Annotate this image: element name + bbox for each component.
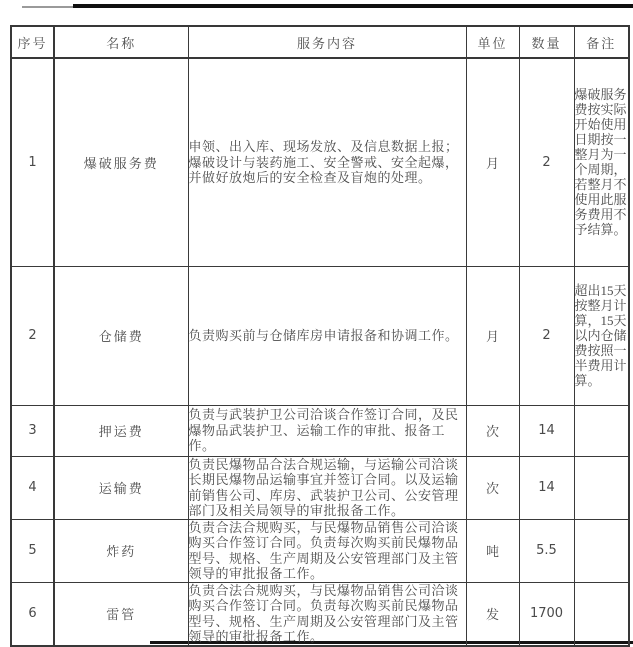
col-header-name: 名称 [54,26,188,58]
cell-name: 运输费 [54,456,188,519]
cell-remark [574,405,629,456]
cell-content: 申领、出入库、现场发放、及信息数据上报；爆破设计与装药施工、安全警戒、安全起爆，并做好放炮后的安全检查及盲炮的处理。 [188,58,466,266]
cell-qty: 14 [519,456,574,519]
cell-remark [574,456,629,519]
cell-unit: 月 [466,58,519,266]
scan-artifact-line-thick [73,4,633,8]
cell-content: 负责民爆物品合法合规运输，与运输公司洽谈长期民爆物品运输事宜并签订合同。以及运输前销售公司、库房、武装护卫公司、公安管理部门及相关局领导的审批报备工作。 [188,456,466,519]
cell-unit: 次 [466,405,519,456]
cell-content: 负责购买前与仓储库房申请报备和协调工作。 [188,266,466,405]
cell-unit: 月 [466,266,519,405]
col-header-serial: 序号 [11,26,54,58]
cell-serial: 1 [11,58,54,266]
table-row-1 [11,58,629,266]
cell-qty: 14 [519,405,574,456]
cell-qty: 1700 [519,582,574,646]
cell-serial: 2 [11,266,54,405]
cell-content: 负责合法合规购买，与民爆物品销售公司洽谈购买合作签订合同。负责每次购买前民爆物品型号、规格、生产周期及公安管理部门及主管领导的审批报备工作。 [188,582,466,646]
cell-content: 负责与武装护卫公司洽谈合作签订合同，及民爆物品武装护卫、运输工作的审批、报备工作。 [188,405,466,456]
cell-remark [574,582,629,646]
cell-name: 仓储费 [54,266,188,405]
cell-unit: 发 [466,582,519,646]
cell-serial: 3 [11,405,54,456]
cell-name: 雷管 [54,582,188,646]
cell-name: 爆破服务费 [54,58,188,266]
col-header-content: 服务内容 [188,26,466,58]
cell-content: 负责合法合规购买，与民爆物品销售公司洽谈购买合作签订合同。负责每次购买前民爆物品型号、规格、生产周期及公安管理部门及主管领导的审批报备工作。 [188,519,466,582]
cell-qty: 5.5 [519,519,574,582]
cell-remark: 爆破服务费按实际开始使用日期按一整月为一个周期，若整月不使用此服务费用不予结算。 [574,58,629,266]
cell-remark [574,519,629,582]
cell-serial: 6 [11,582,54,646]
cell-name: 押运费 [54,405,188,456]
col-header-qty: 数量 [519,26,574,58]
cell-serial: 4 [11,456,54,519]
table-row-4 [11,456,629,519]
col-header-unit: 单位 [466,26,519,58]
table-row-3 [11,405,629,456]
table-row-2 [11,266,629,405]
cell-name: 炸药 [54,519,188,582]
col-header-remark: 备注 [574,26,629,58]
cell-unit: 吨 [466,519,519,582]
table-header-row [11,26,629,58]
cell-qty: 2 [519,58,574,266]
cell-remark: 超出15天按整月计算，15天以内仓储费按照一半费用计算。 [574,266,629,405]
table-row-6 [11,582,629,646]
cell-qty: 2 [519,266,574,405]
scan-artifact-line-thin [22,6,73,8]
cell-serial: 5 [11,519,54,582]
table-row-5 [11,519,629,582]
cell-unit: 次 [466,456,519,519]
service-fee-table [10,25,630,647]
